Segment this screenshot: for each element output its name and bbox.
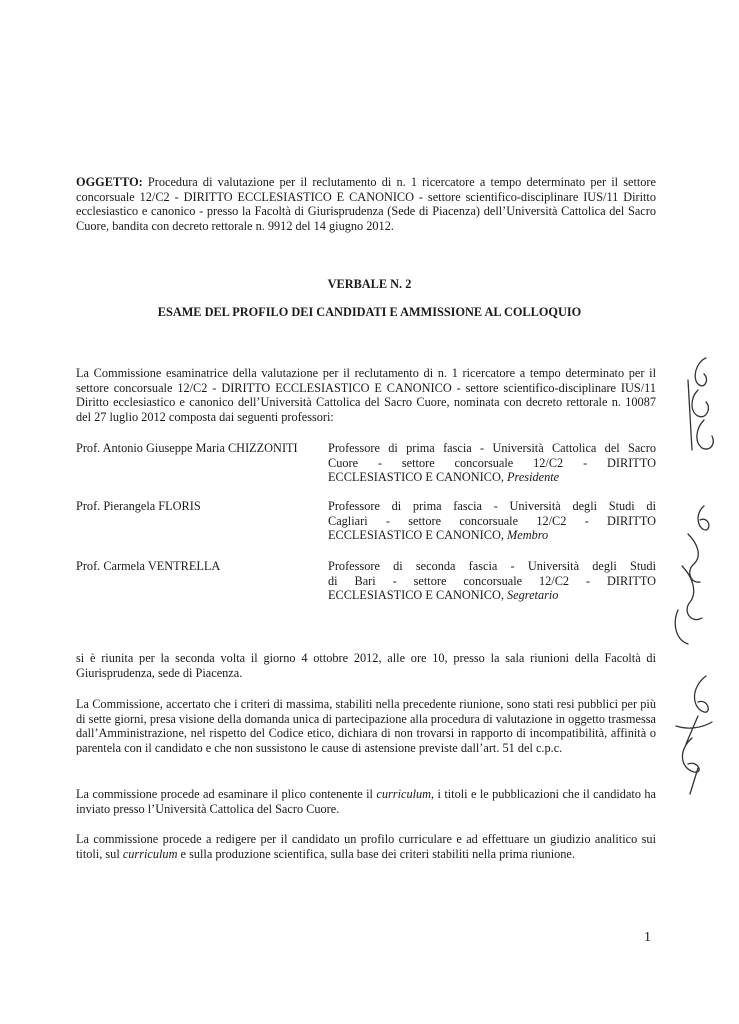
member-role: [328, 499, 656, 543]
intro-paragraph: La Commissione esaminatrice della valutazione per il reclutamento di n. 1 ricercatore a tempo determinato per il settore concorsuale 12/C2 - DIRITTO ECCLESIASTICO E CANONICO - settore scientifico-disciplinare IUS/11 Diritto ecclesiastico e canonico dell’Università Cattolica del Sacro Cuore, nominata con decreto rettorale n. 10087 del 27 luglio 2012 composta dai seguenti professori:: [76, 366, 656, 424]
paragraph-text: La commissione procede ad esaminare il plico contenente il: [76, 787, 377, 801]
member-role-text: ECCLESIASTICO E CANONICO,: [328, 470, 507, 485]
member-role: [328, 441, 656, 485]
member-role-line: Cuore - settore concorsuale 12/C2 - DIRITTO: [328, 455, 656, 470]
member-role-line: [328, 588, 656, 603]
subject-paragraph: [76, 175, 656, 233]
minutes-title: VERBALE N. 2: [327, 277, 412, 291]
member-role-text: ECCLESIASTICO E CANONICO,: [328, 528, 507, 543]
member-title: Membro: [507, 528, 549, 543]
meeting-paragraph: si è riunita per la seconda volta il giorno 4 ottobre 2012, alle ore 10, presso la sala riunioni della Facoltà di Giurisprudenza, sede di Piacenza.: [76, 651, 656, 680]
member-title: Segretario: [507, 588, 559, 603]
page-number: 1: [644, 930, 651, 945]
subject-label: OGGETTO:: [76, 175, 143, 189]
examination-paragraph: [76, 787, 656, 816]
member-role-line: [328, 528, 656, 543]
member-role: [328, 559, 656, 603]
subject-text: Procedura di valutazione per il reclutamento di n. 1 ricercatore a tempo determinato per il settore concorsuale 12/C2 - DIRITTO ECCLESIASTICO E CANONICO - settore scientifico-disciplinare IUS/11 Diritto ecclesiastico e canonico - presso la Facoltà di Giurisprudenza (Sede di Piacenza) dell’Università Cattolica del Sacro Cuore, bandita con decreto rettorale n. 9912 del 14 giugno 2012.: [76, 175, 656, 233]
declaration-paragraph: La Commissione, accertato che i criteri di massima, stabiliti nella precedente riunione, sono stati resi pubblici per più di sette giorni, presa visione della domanda unica di partecipazione alla procedura di valutazione in oggetto trasmessa dall’Amministrazione, nel rispetto del Codice etico, dichiara di non trovarsi in rapporto di incompatibilità, affinità o parentela con il candidato e che non sussistono le cause di astensione previste dall’art. 51 del c.p.c.: [76, 697, 656, 755]
member-role-line: Professore di seconda fascia - Università degli Studi: [328, 559, 656, 573]
paragraph-emphasis: curriculum: [122, 846, 178, 861]
paragraph-emphasis: curriculum: [376, 787, 432, 801]
member-role-line: [328, 470, 656, 485]
member-role-line: Cagliari - settore concorsuale 12/C2 - DIRITTO: [328, 513, 656, 528]
signature-initials-1: [676, 350, 726, 460]
member-role-text: ECCLESIASTICO E CANONICO,: [328, 588, 507, 603]
member-name: Prof. Pierangela FLORIS: [76, 499, 201, 513]
minutes-subtitle: ESAME DEL PROFILO DEI CANDIDATI E AMMISSIONE AL COLLOQUIO: [157, 305, 582, 319]
member-role-line: Professore di prima fascia - Università degli Studi di: [328, 499, 656, 513]
member-title: Presidente: [507, 470, 560, 485]
signature-initials-3: [668, 668, 718, 798]
paragraph-text: e sulla produzione scientifica, sulla base dei criteri stabiliti nella prima riunione.: [177, 846, 575, 861]
member-role-line: di Bari - settore concorsuale 12/C2 - DIRITTO: [328, 573, 656, 588]
member-name: Prof. Carmela VENTRELLA: [76, 559, 221, 573]
member-name: Prof. Antonio Giuseppe Maria CHIZZONITI: [76, 441, 298, 455]
profile-paragraph: [76, 832, 656, 861]
member-role-line: Professore di prima fascia - Università Cattolica del Sacro: [328, 441, 656, 455]
paragraph-text: La commissione procede a redigere per il candidato un profilo curriculare e ad effettuare un giudizio analitico sui titoli, sul: [76, 832, 656, 861]
signature-initials-2: [668, 500, 723, 650]
paragraph-text: , i titoli e le pubblicazioni che il candidato ha inviato presso l’Università Cattolica del Sacro Cuore.: [76, 787, 656, 816]
